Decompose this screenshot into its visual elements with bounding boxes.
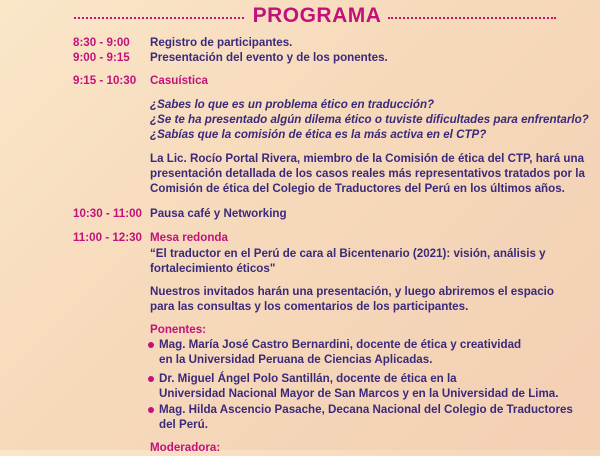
time-mesa: 11:00 - 12:30 bbox=[73, 231, 142, 244]
label-pausa: Pausa café y Networking bbox=[150, 207, 287, 220]
bullet-icon bbox=[148, 376, 154, 382]
question-3: ¿Sabías que la comisión de ética es la más activa en el CTP? bbox=[150, 128, 487, 141]
mesa-intro-line-1: Nuestros invitados harán una presentación, y luego abriremos el espacio bbox=[150, 285, 554, 298]
description-line-1: La Lic. Rocío Portal Rivera, miembro de la Comisión de ética del CTP, hará una bbox=[150, 152, 585, 165]
moderadora-label: Moderadora: bbox=[150, 441, 221, 454]
page-title: PROGRAMA bbox=[252, 4, 382, 27]
label-presentacion: Presentación del evento y de los ponentes. bbox=[150, 51, 388, 64]
title-row bbox=[0, 4, 600, 28]
label-mesa: Mesa redonda bbox=[150, 231, 228, 244]
time-pausa: 10:30 - 11:00 bbox=[73, 207, 142, 220]
description-line-2: presentación detallada de los casos reales más representativos tratados por la bbox=[150, 167, 585, 180]
left-dotted-rule bbox=[74, 17, 244, 19]
ponente-2-line-1: Dr. Miguel Ángel Polo Santillán, docente de ética en la bbox=[159, 372, 457, 385]
ponente-1-line-1: Mag. María José Castro Bernardini, docente de ética y creatividad bbox=[159, 338, 522, 351]
time-registro: 8:30 - 9:00 bbox=[73, 36, 130, 49]
bullet-icon bbox=[148, 407, 154, 413]
right-dotted-rule bbox=[388, 17, 556, 19]
mesa-topic-line-2: fortalecimiento éticos" bbox=[150, 262, 276, 275]
mesa-intro-line-2: para las consultas y los comentarios de los participantes. bbox=[150, 300, 469, 313]
question-2: ¿Se te ha presentado algún dilema ético o tuviste dificultades para enfrentarlo? bbox=[150, 113, 589, 126]
label-registro: Registro de participantes. bbox=[150, 36, 293, 49]
ponente-1-line-2: en la Universidad Peruana de Ciencias Aplicadas. bbox=[159, 353, 433, 366]
label-casuistica: Casuística bbox=[150, 74, 208, 87]
description-line-3: Comisión de ética del Colegio de Traductores del Perú en los últimos años. bbox=[150, 182, 565, 195]
ponentes-label: Ponentes: bbox=[150, 323, 207, 336]
time-presentacion: 9:00 - 9:15 bbox=[73, 51, 130, 64]
bullet-icon bbox=[148, 342, 154, 348]
ponente-3-line-1: Mag. Hilda Ascencio Pasache, Decana Nacional del Colegio de Traductores bbox=[159, 403, 573, 416]
mesa-topic-line-1: “El traductor en el Perú de cara al Bicentenario (2021): visión, análisis y bbox=[150, 247, 546, 260]
question-1: ¿Sabes lo que es un problema ético en traducción? bbox=[150, 98, 435, 111]
ponente-3-line-2: del Perú. bbox=[159, 418, 208, 431]
ponente-2-line-2: Universidad Nacional Mayor de San Marcos y en la Universidad de Lima. bbox=[159, 387, 559, 400]
time-casuistica: 9:15 - 10:30 bbox=[73, 74, 137, 87]
